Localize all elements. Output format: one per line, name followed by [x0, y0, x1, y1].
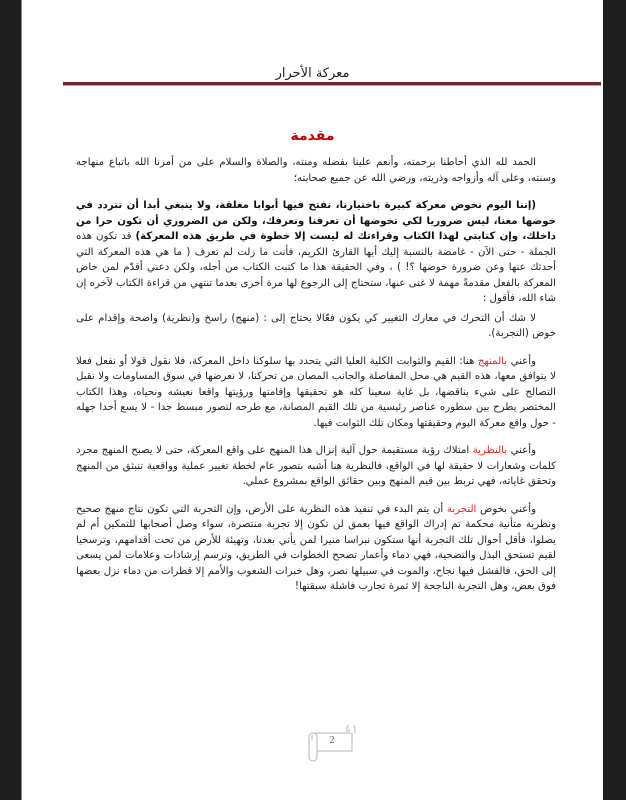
- paragraph-text: الحمد لله الذي أحاطنا برحمته، وأنعم علينا بفضله ومنته، والصلاة والسلام على من أمرنا الله باتباع منهاجه وسنته، وعلى آله وأزواجه وذريته، ورضي الله عن جميع صحابته؛: [76, 157, 556, 184]
- paragraph-text: امتلاك رؤية مستقيمة حول آلية إنزال هذا المنهج على واقع المعركة، حتى لا يصبح المنهج مجرد كلمات وشعارات لا حقيقة لها في الواقع، فالنظرية هنا أشبه بتصور عام لخطة تغيير عملية وواقعية تنبثق من المنهج وتحقق غاياته، فهي تربط بين قيم المنهج وبين حقائق الواقع بمشروع عملي.: [76, 445, 556, 487]
- paragraph-text: وأعني بخوض: [476, 503, 536, 515]
- paragraph-text: قد تكون هذه الجملة - حتى الآن - غامضة بالنسبة إليك أيها القارئ الكريم، فأنت ما زلت لم تعرف ( ما هي هذه المعركة التي أحدثك عنها وعن ضرورة خوضها ؟! ) ، وفي الحقيقة هذا ما كتبت الكتاب من أجله، ولكن دعني أقدّم لمن خاض المعركة بالفعل مقدمةً مهمة لا غنى عنها، ستحتاج إلى الرجوع لها مرة أخرى بعدما تنتهي من قراءة الكتاب لآخره إن شاء الله، فأقول :: [76, 231, 556, 304]
- highlighted-term-experience: التجربة: [446, 503, 477, 515]
- paragraph-quote: [76, 198, 556, 307]
- highlighted-term-theory: بالنظرية: [472, 445, 508, 456]
- running-header-title: معركة الأحرار: [275, 66, 350, 81]
- body-text: [76, 155, 556, 607]
- bold-quote: (إننا اليوم نخوض معركة كبيرة باختيارنا، نفتح فيها أبوابا مغلقة، ولا ينبغي أبدا أن تتردد في خوضها معنا، ليس ضروريا لكي تخوضها أن تعرفنا ونعرفك، ولكن من الضروري أن تكون حرا من داخلك، وإن كتابتي لهذا الكتاب وقراءتك له ليست إلا خطوة في طريق هذه المعركة): [76, 200, 557, 242]
- paragraph-text: وأعني: [507, 445, 536, 456]
- paragraph-method: [76, 354, 556, 432]
- paragraph-theory: [76, 443, 556, 490]
- paragraph-text: لا شك أن التحرك في معارك التغيير كي يكون فعّالا يحتاج إلى : (منهج) راسخ و(نظرية) واضحة وإقدام على خوض (التجربة).: [76, 312, 556, 339]
- paragraph-text: وأعني: [507, 355, 536, 367]
- paragraph-summary: [76, 311, 556, 342]
- section-title: مقدمة: [290, 128, 335, 144]
- paragraph-opening: [76, 155, 556, 186]
- highlighted-term-method: بالمنهج: [477, 355, 508, 367]
- paragraph-experience: [76, 502, 556, 595]
- header-divider: [63, 82, 601, 86]
- page-number: 2: [329, 735, 335, 746]
- document-page: [21, 0, 603, 800]
- paragraph-text: هنا: القيم والثوابت الكلية العليا التي يتحدد بها سلوكنا داخل المعركة، فلا نقول قولا أو نفعل فعلا لا يتوافق معها، هذه القيم هي محل المفاصلة والجانب المصان من تحركنا، لا نعرضها في سوق المساومات ولا نقبل التصالح على شيء يناقضها، بل غاية سعينا كله هو تحقيقها وإقامتها ورؤيتها واقعا نعيشه ونحياه، وهذا الكتاب المختصر يطرح بين سطوره عناصر رئيسية من تلك القيم المصانة، مع طرحه لتصور مبسط جدا - لا يسع أحدا جهله - حول واقع معركة اليوم وحقيقتها ومكان تلك الثوابت فيها.: [76, 355, 556, 429]
- paragraph-text: أن يتم البدء في تنفيذ هذه النظرية على الأرض، وإن التجربة التي تكون نتاج منهج صحيح ونظرية متأنية محكمة تم إدراك الواقع فيها بعمق لن تكون إلا تجربة منتصرة، سواء وصل أصحابها للتمكين أم لم يصلوا، فأقل أحوال تلك التجربة أنها ستكون نبراسا منيرا لمن يأتي بعدنا، وتهيئة للأرض من تحت أقدامهم، وترسخيا لقيم تستحق البذل والتضحية، فهي دماء وأعمار تصحح الخطوات في الطريق، وترسم إرشادات وعلامات لمن يسعى إلى الحق، فالفشل فيها نجاح، والموت في سبيلها نصر، وهل خبرات الشعوب والأمم إلا قطرات من دماء نزل بعضها فوق بعض، وهل التجربة الناجحة إلا ثمرة تجارب فاشلة سبقتها!: [76, 503, 556, 592]
- page-number-scroll: [307, 725, 357, 763]
